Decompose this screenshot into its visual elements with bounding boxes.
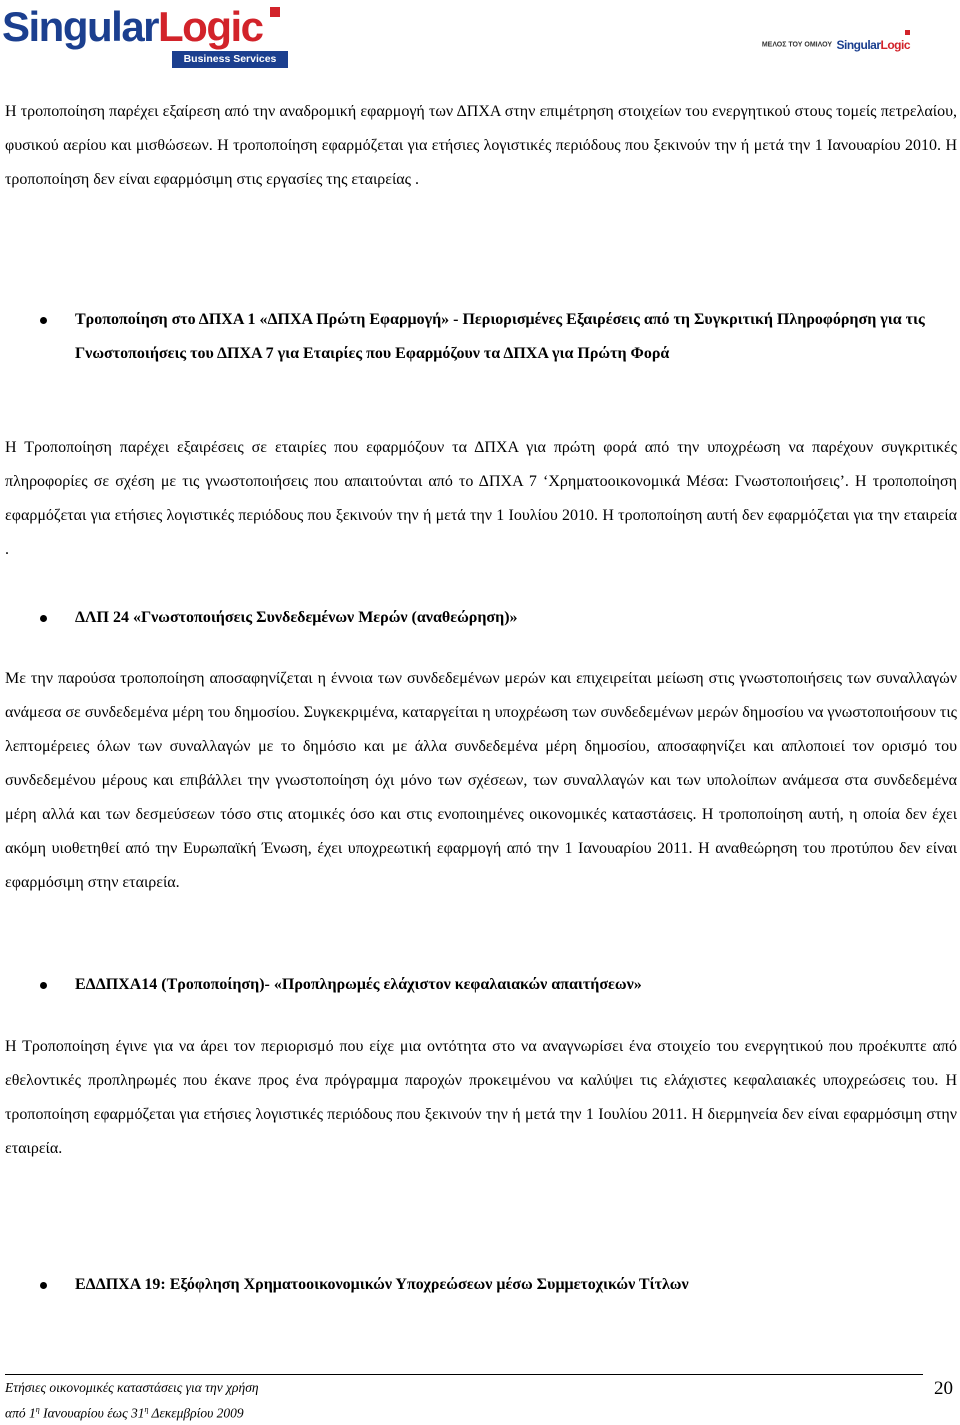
footer-line-2: από $1^\eta$ Ιανουαρίου έως $31^\eta$ Δεκεμβρίου 2009 <box>5 1405 244 1421</box>
bullet-icon <box>40 1282 47 1289</box>
group-member-logo <box>762 36 910 54</box>
member-label: ΜΕΛΟΣ ΤΟΥ ΟΜΙΛΟΥ <box>761 41 833 49</box>
intro-paragraph: Η τροποποίηση παρέχει εξαίρεση από την αναδρομική εφαρμογή των ΔΠΧΑ στην επιμέτρηση στοιχείων του ενεργητικού στους τομείς πετρελαίου, φυσικού αερίου και μισθώσεων. Η τροποποίηση εφαρμόζεται για ετήσιες λογιστικές περιόδους που ξεκινούν την ή μετά την 1 Ιανουαρίου 2010. Η τροποποίηση δεν είναι εφαρμόσιμη στις εργασίες της εταιρείας . <box>5 103 957 188</box>
member-square-icon <box>905 30 910 35</box>
footer-divider <box>5 1374 923 1375</box>
section-4-heading: ΕΔΔΠΧΑ 19: Εξόφληση Χρηματοοικονομικών Υποχρεώσεων μέσω Συμμετοχικών Τίτλων <box>75 1276 689 1293</box>
member-word2: Logic <box>880 37 910 52</box>
section-1-heading: Τροποποίηση στο ΔΠΧΑ 1 «ΔΠΧΑ Πρώτη Εφαρμογή» - Περιορισμένες Εξαιρέσεις από τη Συγκριτική Πληροφόρηση για τις Γνωστοποιήσεις του ΔΠΧΑ 7 για Εταιρίες που Εφαρμόζουν τα ΔΠΧΑ για Πρώτη Φορά <box>75 311 925 362</box>
bullet-icon <box>40 317 47 324</box>
section-2-body: Με την παρούσα τροποποίηση αποσαφηνίζεται η έννοια των συνδεδεμένων μερών και επιχειρείται μείωση στις γνωστοποιήσεις των συναλλαγών ανάμεσα σε συνδεδεμένα μέρη του δημοσίου. Συγκεκριμένα, καταργείται η υποχρέωση των συνδεδεμένων μερών δημοσίου να γνωστοποιήσουν τις λεπτομέρειες όλων των συναλλαγών με το δημόσιο και με άλλα συνδεδεμένα μέρη δημοσίου, αποσαφηνίζει και απλοποιεί τον ορισμό του συνδεδεμένου μέρους και επιβάλλει την γνωστοποίηση όχι μόνο των σχέσεων, των συναλλαγών και των υπολοίπων ανάμεσα στα συνδεδεμένα μέρη αλλά και των δεσμεύσεων τόσο στις ατομικές όσο και στις ενοποιημένες οικονομικές καταστάσεις. Η τροποποίηση αυτή, η οποία δεν έχει ακόμη υιοθετηθεί από την Ευρωπαϊκή Ένωση, έχει υποχρεωτική εφαρμογή από την 1 Ιανουαρίου 2011. Η αναθεώρηση του προτύπου δεν είναι εφαρμόσιμη στην εταιρεία. <box>5 670 957 891</box>
logo-subtitle: Business Services <box>172 51 288 68</box>
page-number: 20 <box>934 1378 953 1399</box>
footer-caption <box>5 1377 259 1425</box>
section-1-body: Η Τροποποίηση παρέχει εξαιρέσεις σε εταιρίες που εφαρμόζουν τα ΔΠΧΑ για πρώτη φορά από την υποχρέωση να παρέχουν συγκριτικές πληροφορίες σε σχέση με τις γνωστοποιήσεις που απαιτούνται από το ΔΠΧΑ 7 ‘Χρηματοοικονομικά Μέσα: Γνωστοποιήσεις’. Η τροποποίηση εφαρμόζεται για ετήσιες λογιστικές περιόδους που ξεκινούν την ή μετά την 1 Ιουλίου 2010. Η τροποποίηση αυτή δεν εφαρμόζεται για την εταιρεία . <box>5 439 957 558</box>
singularlogic-logo <box>2 3 294 71</box>
logo-wordmark <box>2 3 263 51</box>
footer-line-1: Ετήσιες οικονομικές καταστάσεις για την χρήση <box>5 1380 259 1395</box>
logo-word1: Singular <box>2 3 159 50</box>
logo-word2: Logic <box>158 3 263 50</box>
bullet-icon <box>40 982 47 989</box>
section-3-heading: ΕΔΔΠΧΑ14 (Τροποποίηση)- «Προπληρωμές ελάχιστον κεφαλαιακών απαιτήσεων» <box>75 976 642 993</box>
bullet-icon <box>40 615 47 622</box>
logo-square-icon <box>270 7 280 17</box>
member-word1: Singular <box>836 37 881 52</box>
section-3-body: Η Τροποποίηση έγινε για να άρει τον περιορισμό που είχε μια οντότητα στο να αναγνωρίσει ένα στοιχείο του ενεργητικού που προέκυπτε από εθελοντικές προπληρωμές που έκανε προς ένα πρόγραμμα παροχών προκειμένου να καλύψει τις ελάχιστες κεφαλαιακές υποχρεώσεις του. Η τροποποίηση εφαρμόζεται για ετήσιες λογιστικές περιόδους που ξεκινούν την ή μετά την 1 Ιουλίου 2011. Η διερμηνεία δεν είναι εφαρμόσιμη στην εταιρεία. <box>5 1038 957 1157</box>
section-2-heading: ΔΛΠ 24 «Γνωστοποιήσεις Συνδεδεμένων Μερών (αναθεώρηση)» <box>75 609 518 626</box>
